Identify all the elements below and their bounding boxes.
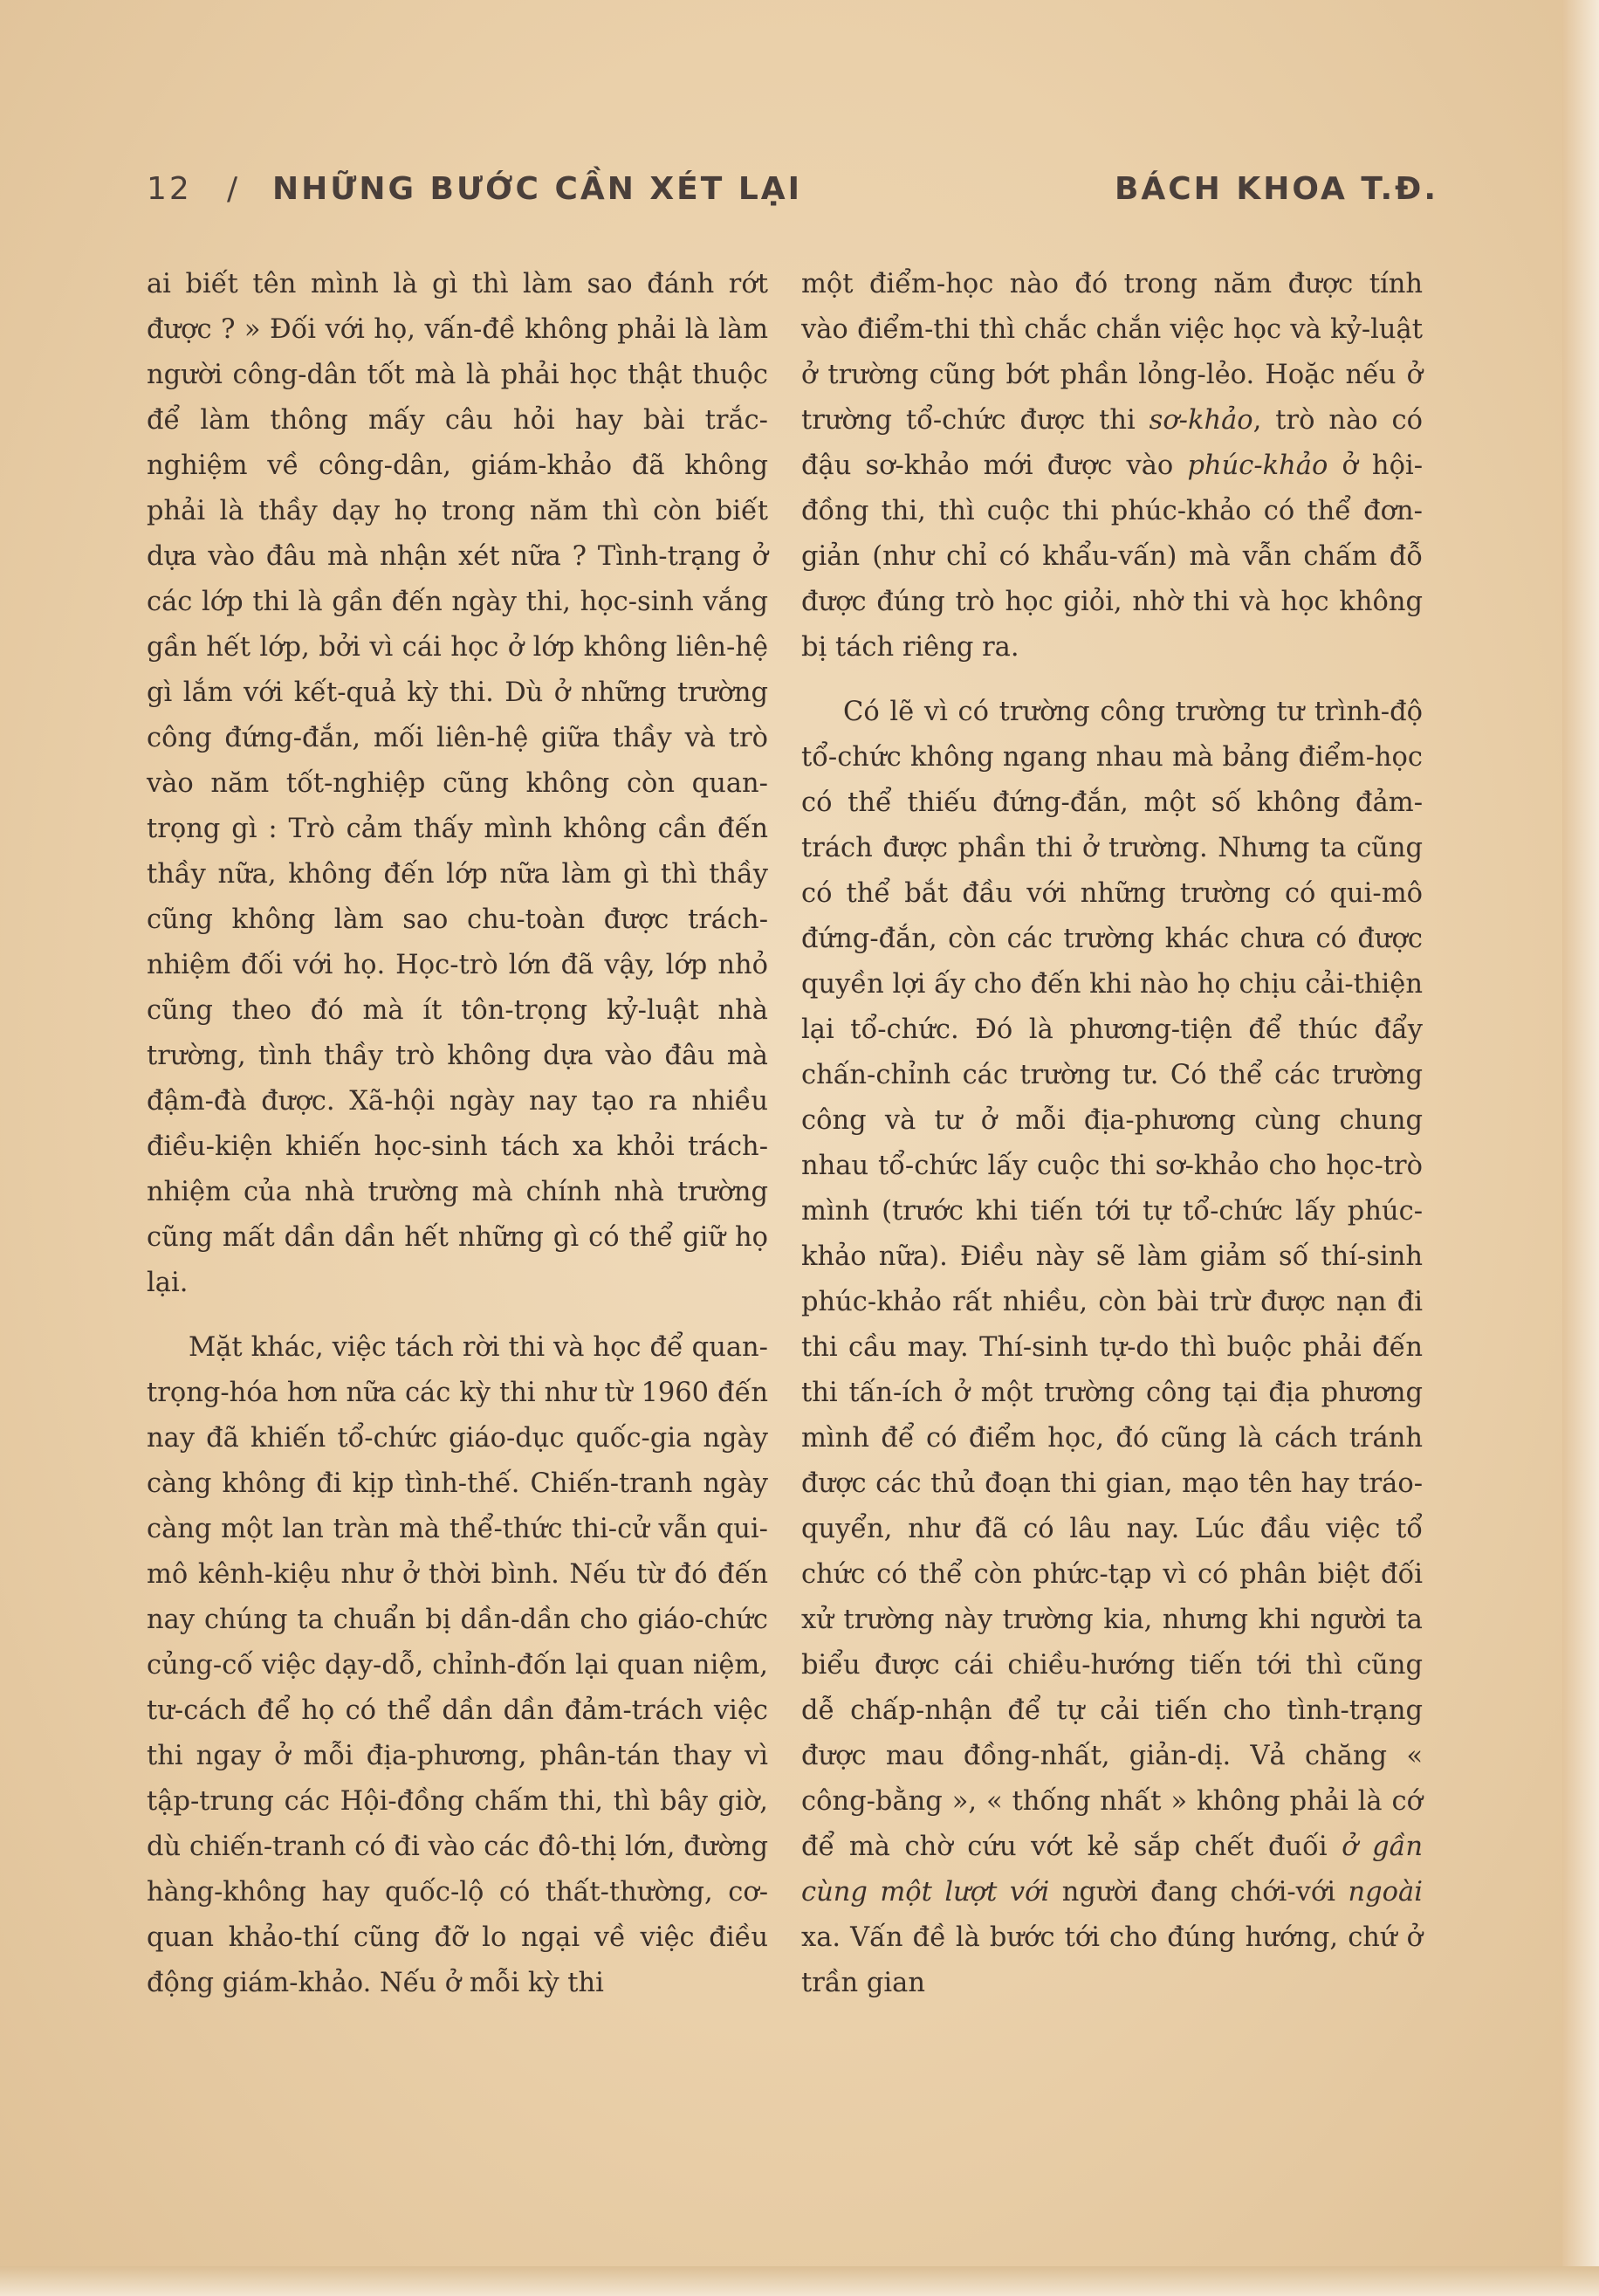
right-paragraph-2 <box>801 690 1423 2006</box>
running-header <box>147 162 1438 215</box>
right-p2-text-c: người đang chới-với <box>1049 1877 1349 1908</box>
left-paragraph-2: Mặt khác, việc tách rời thi và học để quan-trọng-hóa hơn nữa các kỳ thi như từ 1960 đến nay đã khiến tổ-chức giáo-dục quốc-gia ngày càng không đi kịp tình-thế. Chiến-tranh ngày càng một lan tràn mà thể-thức thi-cử vẫn qui-mô kênh-kiệu như ở thời bình. Nếu từ đó đến nay chúng ta chuẩn bị dần-dần cho giáo-chức củng-cố việc dạy-dỗ, chỉnh-đốn lại quan niệm, tư-cách để họ có thể dần dần đảm-trách việc thi ngay ở mỗi địa-phương, phân-tán thay vì tập-trung các Hội-đồng chấm thi, thì bây giờ, dù chiến-tranh có đi vào các đô-thị lớn, đường hàng-không hay quốc-lộ có thất-thường, cơ-quan khảo-thí cũng đỡ lo ngại về việc điều động giám-khảo. Nếu ở mỗi kỳ thi <box>147 1332 768 1998</box>
article-title: NHỮNG BƯỚC CẦN XÉT LẠI <box>272 171 803 207</box>
right-column <box>801 262 1423 2006</box>
right-p2-text-e: xa. Vấn đề là bước tới cho đúng hướng, chứ ở trần gian <box>801 1922 1423 1998</box>
right-p1-italic-so-khao: sơ-khảo <box>1149 405 1253 436</box>
left-column <box>147 262 768 2006</box>
right-p2-italic-a: ở gần cùng một lượt với <box>801 1832 1423 1908</box>
right-p1-italic-phuc-khao: phúc-khảo <box>1187 450 1328 481</box>
journal-name: BÁCH KHOA T.Đ. <box>1114 171 1438 207</box>
right-p1-text-e: ở hội-đồng thi, thì cuộc thi phúc-khảo có thể đơn-giản (như chỉ có khẩu-vấn) mà vẫn chấm đỗ được đúng trò học giỏi, nhờ thi và học không bị tách riêng ra. <box>801 450 1424 663</box>
right-p2-text-a: Có lẽ vì có trường công trường tư trình-độ tổ-chức không ngang nhau mà bảng điểm-học có thể thiếu đứng-đắn, một số không đảm-trách được phần thi ở trường. Nhưng ta cũng có thể bắt đầu với những trường có qui-mô đứng-đắn, còn các trường khác chưa có được quyền lợi ấy cho đến khi nào họ chịu cải-thiện lại tổ-chức. Đó là phương-tiện để thúc đẩy chấn-chỉnh các trường tư. Có thể các trường công và tư ở mỗi địa-phương cùng chung nhau tổ-chức lấy cuộc thi sơ-khảo cho học-trò mình (trước khi tiến tới tự tổ-chức lấy phúc-khảo nữa). Điều này sẽ làm giảm số thí-sinh phúc-khảo rất nhiều, còn bài trừ được nạn đi thi cầu may. Thí-sinh tự-do thì buộc phải đến thi tấn-ích ở một trường công tại địa phương mình để có điểm học, đó cũng là cách tránh được các thủ đoạn thi gian, mạo tên hay tráo-quyển, như đã có lâu nay. Lúc đầu việc tổ chức có thể còn phức-tạp vì có phân biệt đối xử trường này trường kia, nhưng khi người ta biểu được cái chiều-hướng tiến tới thì cũng dễ chấp-nhận để tự cải tiến cho tình-trạng được mau đồng-nhất, giản-dị. Vả chăng « công-bằng », « thống nhất » không phải là cớ để mà chờ cứu vớt kẻ sắp chết đuối <box>801 697 1423 1862</box>
left-paragraph-1: ai biết tên mình là gì thì làm sao đánh rớt được ? » Đối với họ, vấn-đề không phải là làm người công-dân tốt mà là phải học thật thuộc để làm thông mấy câu hỏi hay bài trắc-nghiệm về công-dân, giám-khảo đã không phải là thầy dạy họ trong năm thì còn biết dựa vào đâu mà nhận xét nữa ? Tình-trạng ở các lớp thi là gần đến ngày thi, học-sinh vắng gần hết lớp, bởi vì cái học ở lớp không liên-hệ gì lắm với kết-quả kỳ thi. Dù ở những trường công đứng-đắn, mối liên-hệ giữa thầy và trò vào năm tốt-nghiệp cũng không còn quan-trọng gì : Trò cảm thấy mình không cần đến thầy nữa, không đến lớp nữa làm gì thì thầy cũng không làm sao chu-toàn được trách-nhiệm đối với họ. Học-trò lớn đã vậy, lớp nhỏ cũng theo đó mà ít tôn-trọng kỷ-luật nhà trường, tình thầy trò không dựa vào đâu mà đậm-đà được. Xã-hội ngày nay tạo ra nhiều điều-kiện khiến học-sinh tách xa khỏi trách-nhiệm của nhà trường mà chính nhà trường cũng mất dần dần hết những gì có thể giữ họ lại. <box>147 269 768 1298</box>
page-number: 12 <box>147 171 192 207</box>
page-edge-bottom <box>0 2266 1599 2296</box>
right-p2-italic-ngoai: ngoài <box>1348 1877 1423 1908</box>
right-p1-text-a: một điểm-học nào đó trong năm được tính vào điểm-thi thì chắc chắn việc học và kỷ-luật ở trường cũng bớt phần lỏng-lẻo. Hoặc nếu ở trường tổ-chức được thi <box>801 269 1423 436</box>
header-separator: / <box>227 171 241 207</box>
right-p1-text-c: , trò nào có đậu sơ-khảo mới được vào <box>801 405 1423 481</box>
page-edge-right <box>1562 0 1599 2296</box>
right-paragraph-1 <box>801 262 1423 670</box>
